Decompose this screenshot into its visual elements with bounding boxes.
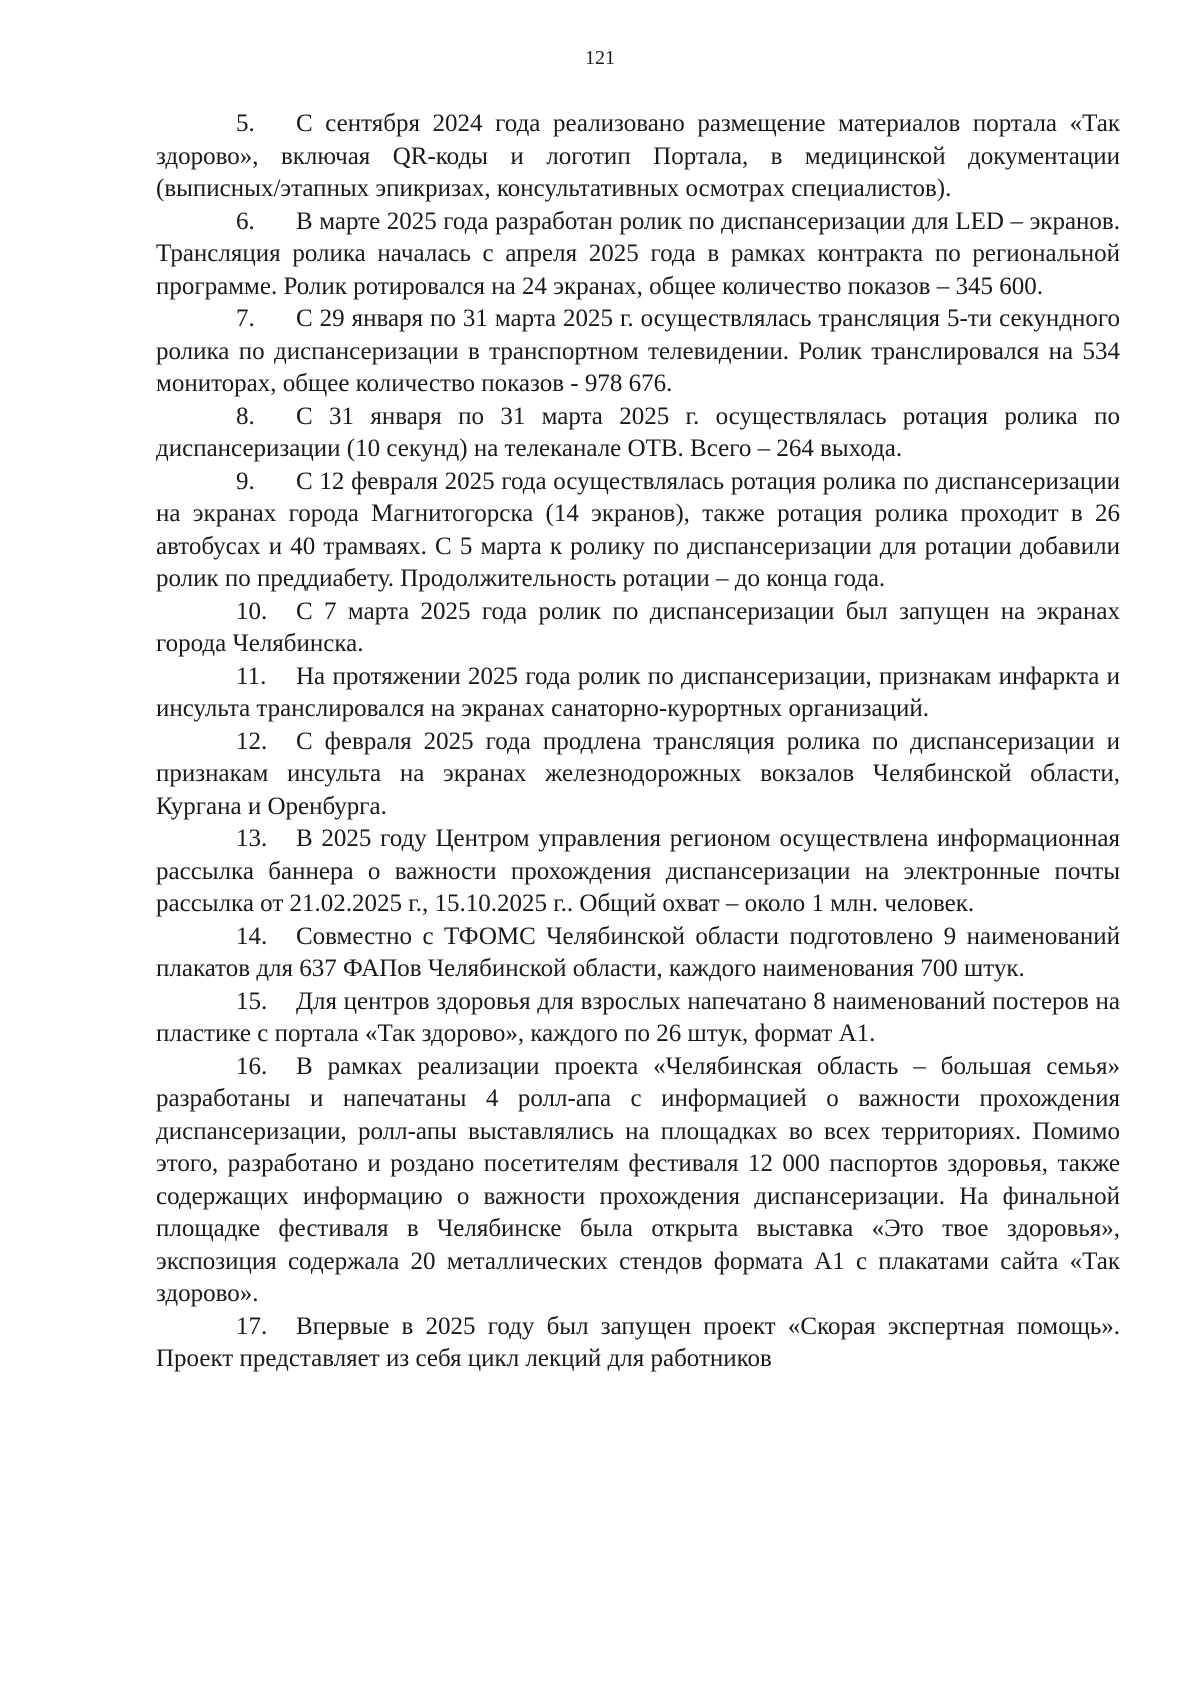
item-number: 6.: [236, 207, 255, 235]
document-body: [156, 108, 1120, 1376]
item-number: 17.: [236, 1312, 268, 1340]
item-text: В рамках реализации проекта «Челябинская область – большая семья» разработаны и напечатаны 4 ролл-апа с информацией о важности прохождения диспансеризации, ролл-апы выставлялись на площадках во всех территориях. Помимо этого, разработано и роздано посетителям фестиваля 12 000 паспортов здоровья, также содержащих информацию о важности прохождения диспансеризации. На финальной площадке фестиваля в Челябинске была открыта выставка «Это твое здоровья», экспозиция содержала 20 металлических стендов формата А1 с плакатами сайта «Так здорово».: [156, 1052, 1120, 1307]
list-item: [156, 823, 1120, 921]
item-text: С 29 января по 31 марта 2025 г. осуществлялась трансляция 5-ти секундного ролика по диспансеризации в транспортном телевидении. Ролик транслировался на 534 мониторах, общее количество показов - 978 676.: [156, 305, 1120, 397]
item-text: С 31 января по 31 марта 2025 г. осуществлялась ротация ролика по диспансеризации (10 секунд) на телеканале ОТВ. Всего – 264 выхода.: [156, 402, 1120, 462]
item-text: Для центров здоровья для взрослых напечатано 8 наименований постеров на пластике с портала «Так здорово», каждого по 26 штук, формат А1.: [156, 987, 1120, 1047]
item-text: С 12 февраля 2025 года осуществлялась ротация ролика по диспансеризации на экранах города Магнитогорска (14 экранов), также ротация ролика проходит в 26 автобусах и 40 трамваях. С 5 марта к ролику по диспансеризации для ротации добавили ролик по преддиабету. Продолжительность ротации – до конца года.: [156, 467, 1120, 592]
list-item: [156, 921, 1120, 986]
list-item: [156, 661, 1120, 726]
item-text: Совместно с ТФОМС Челябинской области подготовлено 9 наименований плакатов для 637 ФАПов Челябинской области, каждого наименования 700 штук.: [156, 922, 1120, 982]
list-item: [156, 1311, 1120, 1376]
list-item: [156, 206, 1120, 304]
item-number: 9.: [236, 467, 255, 495]
item-number: 5.: [236, 110, 255, 137]
list-item: [156, 596, 1120, 661]
item-number: 11.: [236, 662, 267, 690]
item-number: 14.: [236, 922, 268, 950]
item-text: Впервые в 2025 году был запущен проект «Скорая экспертная помощь». Проект представляет из себя цикл лекций для работников: [156, 1312, 1120, 1372]
item-number: 13.: [236, 825, 268, 852]
page-number: 121: [585, 47, 615, 69]
list-item: [156, 401, 1120, 466]
item-number: 7.: [236, 305, 255, 332]
list-item: [156, 303, 1120, 401]
item-text: С сентября 2024 года реализовано размещение материалов портала «Так здорово», включая QR-коды и логотип Портала, в медицинской документации (выписных/этапных эпикризах, консультативных осмотрах специалистов).: [156, 110, 1120, 202]
item-number: 15.: [236, 987, 268, 1015]
item-text: В 2025 году Центром управления регионом осуществлена информационная рассылка баннера о важности прохождения диспансеризации на электронные почты рассылка от 21.02.2025 г., 15.10.2025 г.. Общий охват – около 1 млн. человек.: [156, 825, 1120, 917]
item-text: С февраля 2025 года продлена трансляция ролика по диспансеризации и признакам инсульта на экранах железнодорожных вокзалов Челябинской области, Кургана и Оренбурга.: [156, 727, 1120, 820]
list-item: [156, 1051, 1120, 1311]
list-item: [156, 108, 1120, 206]
item-number: 16.: [236, 1052, 268, 1080]
list-item: [156, 466, 1120, 596]
item-number: 12.: [236, 727, 268, 755]
list-item: [156, 986, 1120, 1051]
item-text: На протяжении 2025 года ролик по диспансеризации, признакам инфаркта и инсульта транслировался на экранах санаторно-курортных организаций.: [156, 662, 1120, 722]
item-number: 10.: [236, 597, 268, 625]
list-item: [156, 726, 1120, 824]
item-text: В марте 2025 года разработан ролик по диспансеризации для LED – экранов. Трансляция ролика началась с апреля 2025 года в рамках контракта по региональной программе. Ролик ротировался на 24 экранах, общее количество показов – 345 600.: [156, 207, 1120, 300]
item-number: 8.: [236, 402, 255, 430]
item-text: С 7 марта 2025 года ролик по диспансеризации был запущен на экранах города Челябинска.: [156, 597, 1120, 657]
